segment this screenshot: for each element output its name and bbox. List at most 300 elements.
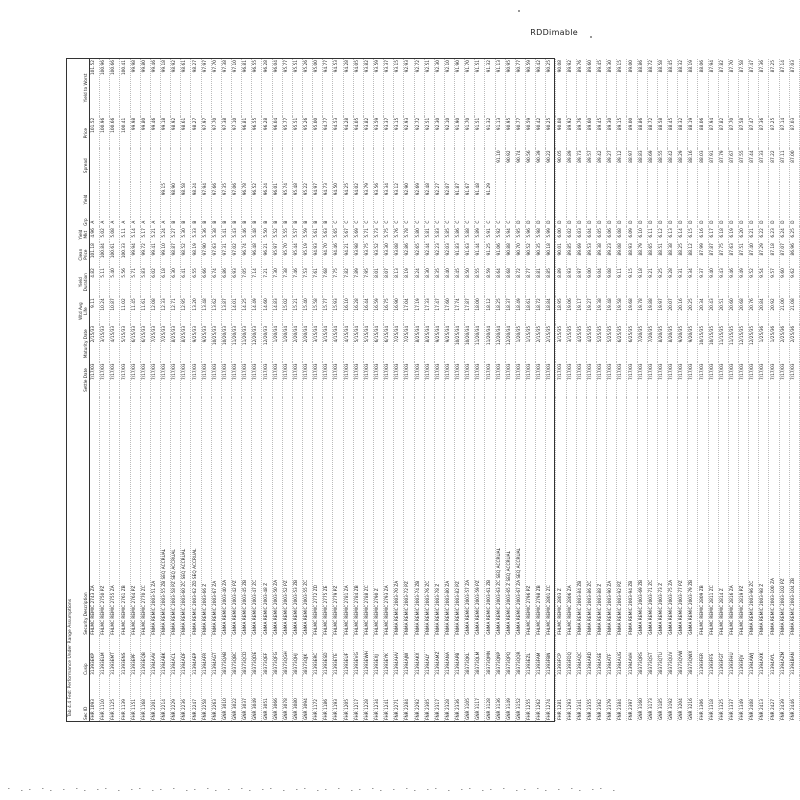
table-row bbox=[444, 59, 454, 721]
table-cell: 93.37 bbox=[384, 59, 394, 117]
table-cell: 94.21 bbox=[343, 242, 353, 267]
table-cell: 2/20/34 bbox=[292, 325, 302, 363]
table-cell: C bbox=[434, 217, 444, 227]
table-row bbox=[749, 59, 759, 721]
table-cell: FNMA REMIC 2003-88 Z bbox=[597, 398, 607, 636]
table-cell: D bbox=[536, 217, 546, 227]
table-cell: 2/15/35 bbox=[536, 325, 546, 363]
table-cell: 7/17/03 bbox=[749, 362, 759, 397]
table-cell: 95.00 bbox=[313, 59, 323, 117]
table-cell: 31393FAM bbox=[536, 636, 546, 676]
column-header: Yield Duration bbox=[77, 267, 90, 297]
table-cell: 1/25/36 bbox=[759, 325, 769, 363]
table-row bbox=[769, 59, 779, 721]
table-row bbox=[505, 59, 515, 721]
column-header: Settle Date bbox=[77, 362, 90, 397]
table-row bbox=[637, 59, 647, 721]
table-cell: D bbox=[576, 217, 586, 227]
table-cell: 5.75 bbox=[384, 227, 394, 242]
table-cell: C bbox=[343, 217, 353, 227]
table-cell: 38373QVW bbox=[678, 636, 688, 676]
table-row bbox=[130, 59, 140, 721]
table-cell: 9.00 bbox=[586, 267, 596, 297]
scan-speck bbox=[518, 10, 520, 12]
table-cell: FNMA REMIC 2003-96 ZC bbox=[749, 398, 759, 636]
table-cell: 92.51 bbox=[424, 59, 434, 117]
table-cell: 6.02 bbox=[566, 227, 576, 242]
table-cell: 20.34 bbox=[698, 297, 708, 325]
table-cell: 38373QFG bbox=[272, 636, 282, 676]
table-cell: 5.95 bbox=[515, 227, 525, 242]
table-cell: 31393EPF bbox=[130, 636, 140, 676]
table-cell: 93.82 bbox=[363, 59, 373, 117]
table-cell: 10.24 bbox=[100, 297, 110, 325]
table-cell: 9.52 bbox=[749, 267, 759, 297]
table-cell: 14.83 bbox=[272, 297, 282, 325]
table-cell: 18.95 bbox=[556, 297, 566, 325]
table-cell: 31394ARD bbox=[586, 636, 596, 676]
table-cell: 91.70 bbox=[465, 117, 475, 150]
table-cell: 6.10 bbox=[637, 227, 647, 242]
table-cell: 87.14 bbox=[779, 59, 789, 117]
table-cell bbox=[120, 182, 130, 217]
table-row bbox=[150, 59, 160, 721]
securities-table bbox=[77, 59, 800, 721]
table-cell: 5.59 bbox=[302, 227, 312, 242]
table-cell: 7/17/03 bbox=[708, 362, 718, 397]
table-cell bbox=[475, 149, 485, 182]
table-row bbox=[140, 59, 150, 721]
table-cell: 91.83 bbox=[455, 242, 465, 267]
table-cell: GNMA REMIC 2003-65 Z SEQ ACCRUAL bbox=[505, 398, 515, 636]
table-cell: D bbox=[668, 217, 678, 227]
table-row bbox=[292, 59, 302, 721]
table-cell: 95.51 bbox=[292, 117, 302, 150]
table-cell: 31394ANA bbox=[444, 636, 454, 676]
table-cell: 7/17/03 bbox=[465, 362, 475, 397]
table-row bbox=[698, 59, 708, 721]
table-cell: 96.74 bbox=[242, 242, 252, 267]
table-row bbox=[739, 59, 749, 721]
table-cell: B bbox=[201, 217, 211, 227]
table-cell: 5.56 bbox=[120, 267, 130, 297]
column-header: Sec ID bbox=[77, 676, 90, 721]
table-cell: 99.80 bbox=[140, 59, 150, 117]
table-cell bbox=[739, 182, 749, 217]
table-cell: 38373QCD bbox=[242, 636, 252, 676]
table-cell bbox=[536, 182, 546, 217]
table-cell: FHLMC REMIC 2764 PZ bbox=[130, 398, 140, 636]
table-cell: 9.28 bbox=[668, 267, 678, 297]
table-cell: 38373QMN bbox=[485, 636, 495, 676]
table-cell: 88.69 bbox=[647, 149, 657, 182]
table-row bbox=[647, 59, 657, 721]
table-cell: 97.35 bbox=[221, 182, 231, 217]
table-cell: FNMA REMIC 2003-86 ZC bbox=[586, 398, 596, 636]
table-cell: 87.44 bbox=[749, 149, 759, 182]
table-cell: FNR 2305 bbox=[424, 676, 434, 721]
table-cell: 98.27 bbox=[191, 117, 201, 150]
table-row bbox=[627, 59, 637, 721]
table-cell: 98.52 bbox=[181, 242, 191, 267]
column-header: Security Description bbox=[77, 398, 90, 636]
table-cell: 31394ABK bbox=[160, 636, 170, 676]
table-cell: B bbox=[262, 217, 272, 227]
table-cell bbox=[505, 182, 515, 217]
table-cell: 7/17/03 bbox=[728, 362, 738, 397]
table-cell: 2/25/36 bbox=[789, 325, 799, 363]
table-cell: 10.87 bbox=[110, 297, 120, 325]
table-cell: 2/20/34 bbox=[302, 325, 312, 363]
table-cell: 5.94 bbox=[505, 227, 515, 242]
table-cell: 16.10 bbox=[343, 297, 353, 325]
table-cell: 20.51 bbox=[718, 297, 728, 325]
table-cell: 38373QRS bbox=[637, 636, 647, 676]
table-cell: 93.82 bbox=[363, 117, 373, 150]
table-cell bbox=[647, 182, 657, 217]
table-cell: 5/25/35 bbox=[607, 325, 617, 363]
table-cell: 1/20/35 bbox=[515, 325, 525, 363]
table-cell: 3/15/35 bbox=[566, 325, 576, 363]
table-cell: 89.27 bbox=[607, 149, 617, 182]
table-cell bbox=[211, 149, 221, 182]
table-cell: FNMA REMIC 2003-66 Z bbox=[201, 398, 211, 636]
table-cell bbox=[485, 149, 495, 182]
table-cell: 6.20 bbox=[739, 227, 749, 242]
table-cell: 38373QAB bbox=[221, 636, 231, 676]
table-cell: 7/17/03 bbox=[678, 362, 688, 397]
table-cell: 38373QDE bbox=[252, 636, 262, 676]
table-cell bbox=[292, 149, 302, 182]
table-cell: 5.89 bbox=[475, 227, 485, 242]
table-cell bbox=[242, 149, 252, 182]
table-cell: 8.85 bbox=[546, 267, 556, 297]
table-cell: GNMA REMIC 2003-53 ZB bbox=[292, 398, 302, 636]
table-cell: 8.19 bbox=[404, 267, 414, 297]
table-cell: 7/17/03 bbox=[769, 362, 779, 397]
table-cell: 93.59 bbox=[373, 117, 383, 150]
table-cell: 11/20/33 bbox=[231, 325, 241, 363]
column-header: Cusip bbox=[77, 636, 90, 676]
table-cell: 94.97 bbox=[313, 182, 323, 217]
table-cell: FHLMC REMIC 2801 ZC bbox=[546, 398, 556, 636]
table-cell: 88.03 bbox=[698, 149, 708, 182]
table-cell: FHR 1186 bbox=[323, 676, 333, 721]
table-cell: 6/15/33 bbox=[130, 325, 140, 363]
table-cell: GNMA REMIC 2003-45 ZB bbox=[242, 398, 252, 636]
table-cell: 93.15 bbox=[394, 59, 404, 117]
table-cell: D bbox=[627, 217, 637, 227]
table-cell: 7/25/34 bbox=[394, 325, 404, 363]
table-cell: 93.37 bbox=[384, 117, 394, 150]
table-cell: 9.49 bbox=[739, 267, 749, 297]
table-cell: 9.04 bbox=[597, 267, 607, 297]
table-cell bbox=[708, 182, 718, 217]
table-cell bbox=[272, 149, 282, 182]
table-cell: 31394AJW bbox=[404, 636, 414, 676]
table-cell: 31394ALY bbox=[424, 636, 434, 676]
table-cell: FHR 1217 bbox=[353, 676, 363, 721]
table-cell bbox=[688, 182, 698, 217]
table-cell: 13.62 bbox=[211, 297, 221, 325]
table-cell bbox=[515, 182, 525, 217]
table-cell bbox=[150, 149, 160, 182]
table-cell: 14.25 bbox=[242, 297, 252, 325]
table-cell: GNMA REMIC 2003-59 PZ bbox=[475, 398, 485, 636]
table-cell: 90.25 bbox=[546, 59, 556, 117]
table-cell bbox=[789, 182, 799, 217]
table-cell: 31394ADF bbox=[181, 636, 191, 676]
table-cell: 6/15/34 bbox=[373, 325, 383, 363]
table-cell: FHLMC REMIC 2781 ZA bbox=[343, 398, 353, 636]
table-cell: FNR 2247 bbox=[191, 676, 201, 721]
table-cell: D bbox=[739, 217, 749, 227]
table-cell: 90.22 bbox=[546, 149, 556, 182]
table-cell: 92.44 bbox=[424, 242, 434, 267]
table-cell: 101.52 bbox=[90, 117, 100, 150]
table-cell: 89.30 bbox=[607, 59, 617, 117]
table-frame bbox=[66, 58, 796, 722]
table-cell bbox=[160, 149, 170, 182]
table-cell: 91.90 bbox=[455, 59, 465, 117]
table-cell: 19.48 bbox=[607, 297, 617, 325]
table-row bbox=[556, 59, 566, 721]
table-cell: 6.19 bbox=[728, 227, 738, 242]
table-cell: 12.95 bbox=[181, 297, 191, 325]
table-cell bbox=[444, 149, 454, 182]
column-header: Clean Price bbox=[77, 242, 90, 267]
table-header-row bbox=[77, 59, 90, 721]
table-cell: 11.45 bbox=[130, 297, 140, 325]
table-cell: 89.00 bbox=[627, 59, 637, 117]
table-cell: 89.60 bbox=[586, 117, 596, 150]
table-cell: 8.35 bbox=[434, 267, 444, 297]
table-cell: 7/17/03 bbox=[262, 362, 272, 397]
table-cell: 20.43 bbox=[708, 297, 718, 325]
table-cell: 19.68 bbox=[627, 297, 637, 325]
table-cell: 20.16 bbox=[678, 297, 688, 325]
table-cell: 7/17/03 bbox=[698, 362, 708, 397]
table-cell: 93.15 bbox=[394, 117, 404, 150]
table-cell: 4.82 bbox=[90, 267, 100, 297]
table-cell: 7.14 bbox=[252, 267, 262, 297]
table-cell: FNR 2292 bbox=[414, 676, 424, 721]
table-cell: 90.95 bbox=[505, 117, 515, 150]
table-cell: 5.76 bbox=[394, 227, 404, 242]
table-cell: 88.83 bbox=[637, 149, 647, 182]
table-cell: 7.38 bbox=[282, 267, 292, 297]
table-cell: 8/20/35 bbox=[657, 325, 667, 363]
table-cell: 89.92 bbox=[566, 117, 576, 150]
table-cell: 9/25/34 bbox=[444, 325, 454, 363]
table-cell: 5.11 bbox=[120, 227, 130, 242]
table-cell: 6.09 bbox=[627, 227, 637, 242]
table-cell: 94.53 bbox=[333, 59, 343, 117]
table-cell: 12.33 bbox=[160, 297, 170, 325]
table-cell bbox=[607, 182, 617, 217]
table-cell: 15.93 bbox=[333, 297, 343, 325]
table-cell: FNR 2439 bbox=[779, 676, 789, 721]
table-cell: 94.50 bbox=[333, 182, 343, 217]
table-cell: 6.17 bbox=[708, 227, 718, 242]
table-cell bbox=[698, 182, 708, 217]
table-cell: 89.08 bbox=[617, 242, 627, 267]
table-cell: 89.73 bbox=[576, 149, 586, 182]
table-cell: A bbox=[160, 217, 170, 227]
table-cell: 91.13 bbox=[495, 117, 505, 150]
table-cell: 5.98 bbox=[536, 227, 546, 242]
table-cell: 5.57 bbox=[292, 227, 302, 242]
table-cell: 2/15/33 bbox=[90, 325, 100, 363]
table-cell: 9.40 bbox=[708, 267, 718, 297]
table-cell: FNR 2413 bbox=[759, 676, 769, 721]
table-cell: 88.58 bbox=[657, 59, 667, 117]
table-cell: 99.94 bbox=[130, 242, 140, 267]
table-cell: 96.24 bbox=[262, 182, 272, 217]
table-cell: 87.55 bbox=[739, 149, 749, 182]
table-cell: 31393EVG bbox=[353, 636, 363, 676]
table-cell: 20.60 bbox=[728, 297, 738, 325]
table-cell: 97.10 bbox=[231, 59, 241, 117]
table-cell: 16.90 bbox=[394, 297, 404, 325]
table-cell: 100.66 bbox=[110, 117, 120, 150]
table-cell: FHR 1281 bbox=[556, 676, 566, 721]
table-cell: GNMA REMIC 2003-69 ZB bbox=[637, 398, 647, 636]
table-cell: FHLMC REMIC 2796 PZ bbox=[526, 398, 536, 636]
table-cell: 87.70 bbox=[728, 117, 738, 150]
table-cell: 88.86 bbox=[637, 59, 647, 117]
table-cell: 31393FDQ bbox=[566, 636, 576, 676]
table-row bbox=[546, 59, 556, 721]
table-cell: 7/17/03 bbox=[110, 362, 120, 397]
table-cell: 90.42 bbox=[536, 117, 546, 150]
table-cell: 90.39 bbox=[536, 149, 546, 182]
table-cell: 88.12 bbox=[688, 242, 698, 267]
table-cell: D bbox=[617, 217, 627, 227]
table-cell: 2/25/36 bbox=[779, 325, 789, 363]
table-cell: 86.96 bbox=[789, 242, 799, 267]
table-cell: 31393ERC bbox=[313, 636, 323, 676]
table-cell: 9.25 bbox=[657, 267, 667, 297]
table-cell: 5.99 bbox=[546, 227, 556, 242]
table-cell: 87.03 bbox=[789, 59, 799, 117]
table-cell: 87.40 bbox=[749, 242, 759, 267]
table-cell: FHLMC REMIC 2803 Z bbox=[556, 398, 566, 636]
table-cell: 97.10 bbox=[231, 117, 241, 150]
table-cell: FHLMC REMIC 2775 ZE bbox=[323, 398, 333, 636]
table-cell: GNMA REMIC 2003-67 ZA SEQ ACCRUAL bbox=[515, 398, 525, 636]
table-cell: 7/17/03 bbox=[637, 362, 647, 397]
table-cell: D bbox=[789, 217, 799, 227]
table-cell bbox=[404, 149, 414, 182]
table-cell: 5.24 bbox=[160, 227, 170, 242]
table-cell: D bbox=[728, 217, 738, 227]
table-cell: 6.30 bbox=[171, 267, 181, 297]
table-cell: 7/17/03 bbox=[718, 362, 728, 397]
table-cell: B bbox=[323, 217, 333, 227]
table-cell: 20.92 bbox=[769, 297, 779, 325]
table-cell: 7/17/03 bbox=[444, 362, 454, 397]
table-cell: 4.96 bbox=[90, 227, 100, 242]
table-cell bbox=[100, 182, 110, 217]
table-cell bbox=[262, 149, 272, 182]
table-cell: 31393EZL bbox=[526, 636, 536, 676]
table-cell: 8.50 bbox=[465, 267, 475, 297]
table-cell: 96.28 bbox=[262, 59, 272, 117]
table-row bbox=[160, 59, 170, 721]
table-cell: 1/15/35 bbox=[526, 325, 536, 363]
table-cell: 31393EWH bbox=[363, 636, 373, 676]
table-cell: 31394AFR bbox=[201, 636, 211, 676]
table-cell: GNMA REMIC 2003-63 ZC SEQ ACCRUAL bbox=[495, 398, 505, 636]
table-cell: 91.06 bbox=[495, 242, 505, 267]
table-cell: 7/17/03 bbox=[292, 362, 302, 397]
table-cell bbox=[678, 182, 688, 217]
table-cell: 31393EMT bbox=[110, 636, 120, 676]
table-cell: 31393ETE bbox=[333, 636, 343, 676]
table-cell: FHLMC REMIC 2743 ZA bbox=[90, 398, 100, 636]
table-cell: 97.66 bbox=[211, 182, 221, 217]
table-cell: FNR 2427 bbox=[769, 676, 779, 721]
table-cell bbox=[100, 149, 110, 182]
table-cell: A bbox=[120, 217, 130, 227]
table-cell: GNR 3051 bbox=[262, 676, 272, 721]
table-cell: GNMA REMIC 2003-42 PZ bbox=[231, 398, 241, 636]
table-cell: 89.30 bbox=[607, 117, 617, 150]
table-cell: 89.38 bbox=[597, 242, 607, 267]
table-cell: FHR 1093 bbox=[90, 676, 100, 721]
table-cell: 6.06 bbox=[607, 227, 617, 242]
table-cell: 3/15/33 bbox=[100, 325, 110, 363]
table-cell: 5.46 bbox=[242, 227, 252, 242]
table-cell: FNR 2355 bbox=[586, 676, 596, 721]
table-cell: 87.22 bbox=[769, 149, 779, 182]
table-cell: 10/20/34 bbox=[465, 325, 475, 363]
table-cell: 14.60 bbox=[262, 297, 272, 325]
table-cell: 96.04 bbox=[272, 117, 282, 150]
table-cell: 92.51 bbox=[424, 117, 434, 150]
table-cell: GNMA REMIC 2003-73 Z bbox=[657, 398, 667, 636]
table-cell: 1/20/34 bbox=[282, 325, 292, 363]
table-cell: 7/17/03 bbox=[647, 362, 657, 397]
table-cell: 7/17/03 bbox=[201, 362, 211, 397]
table-cell: 31394ASE bbox=[597, 636, 607, 676]
table-cell: 6.24 bbox=[779, 227, 789, 242]
table-cell: 87.94 bbox=[708, 117, 718, 150]
table-cell: 92.07 bbox=[444, 182, 454, 217]
table-cell: 99.98 bbox=[130, 117, 140, 150]
table-cell: 92.03 bbox=[444, 242, 454, 267]
table-cell: 38373QNP bbox=[495, 636, 505, 676]
table-cell: 96.48 bbox=[252, 242, 262, 267]
table-cell: 99.46 bbox=[150, 117, 160, 150]
table-cell: 91.70 bbox=[465, 59, 475, 117]
table-cell: D bbox=[779, 217, 789, 227]
table-cell: 9.43 bbox=[718, 267, 728, 297]
table-cell: 7/17/03 bbox=[191, 362, 201, 397]
table-cell: 98.92 bbox=[171, 117, 181, 150]
table-cell: 8/25/34 bbox=[414, 325, 424, 363]
table-cell: D bbox=[526, 217, 536, 227]
table-cell: C bbox=[455, 217, 465, 227]
table-cell: FNMA REMIC 2003-80 ZA bbox=[444, 398, 454, 636]
table-cell: 38373QST bbox=[647, 636, 657, 676]
table-cell bbox=[231, 149, 241, 182]
table-cell: 7.95 bbox=[363, 267, 373, 297]
table-cell: 96.28 bbox=[262, 117, 272, 150]
table-cell: 90.70 bbox=[515, 242, 525, 267]
table-cell: 96.21 bbox=[262, 242, 272, 267]
